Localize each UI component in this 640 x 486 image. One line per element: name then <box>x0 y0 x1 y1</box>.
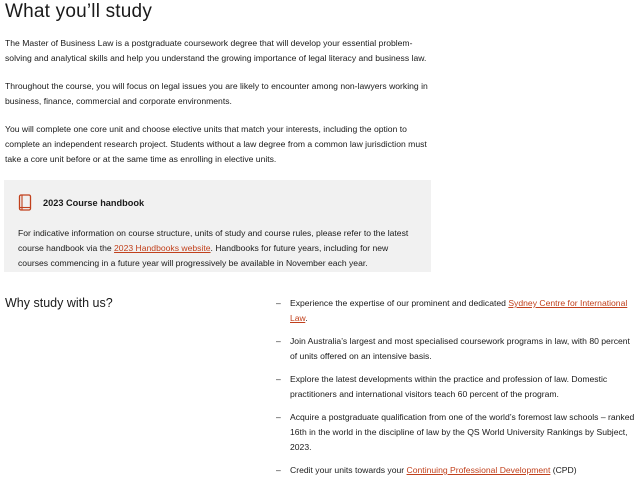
handbook-text <box>18 226 419 271</box>
dash-bullet: – <box>276 336 281 346</box>
course-handbook-callout <box>4 180 431 272</box>
list-item-text: Credit your units towards your <box>290 465 407 475</box>
intro-text <box>5 36 435 180</box>
intro-paragraph-2: Throughout the course, you will focus on legal issues you are likely to encounter among non-lawyers working in business, finance, commercial and corporate environments. <box>5 81 428 106</box>
intro-paragraph-3: You will complete one core unit and choose elective units that match your interests, including the option to complete an independent research project. Students without a law degree from a common law jurisdiction must take a core unit before or at the same time as enrolling in elective units. <box>5 124 427 164</box>
handbook-text-end: . Handbooks for future years, including for new courses commencing in a future year will progressively be available in November each year. <box>18 243 389 268</box>
dash-bullet: – <box>276 374 281 384</box>
list-item <box>276 296 636 326</box>
list-item <box>276 372 636 402</box>
why-study-title: Why study with us? <box>5 296 113 310</box>
handbooks-website-link[interactable]: 2023 Handbooks website <box>114 243 211 253</box>
dash-bullet: – <box>276 298 281 308</box>
handbook-header <box>18 193 419 213</box>
list-item-text: Acquire a postgraduate qualification from one of the world’s foremost law schools – ranked 16th in the world in the discipline of law by the QS World University Rankings by Subject, 2023. <box>290 412 635 452</box>
cpd-link[interactable]: Continuing Professional Development <box>406 465 551 475</box>
list-item-text-end: . <box>305 313 308 323</box>
book-icon <box>18 194 32 212</box>
dash-bullet: – <box>276 412 281 422</box>
list-item <box>276 410 636 455</box>
handbook-title: 2023 Course handbook <box>43 198 145 208</box>
list-item-text: Explore the latest developments within the practice and profession of law. Domestic practitioners and international visitors teach 60 percent of the program. <box>290 374 608 399</box>
list-item-text: Experience the expertise of our prominent and dedicated <box>290 298 509 308</box>
handbook-text-start: For indicative information on course structure, units of study and course rules, please refer to the latest course handbook via the <box>18 228 409 253</box>
list-item <box>276 463 636 478</box>
intro-paragraph-1: The Master of Business Law is a postgraduate coursework degree that will develop your essential problem-solving and analytical skills and help you understand the growing importance of legal literacy and business law. <box>5 38 427 63</box>
sydney-centre-link[interactable]: Sydney Centre for International Law <box>290 298 628 323</box>
page-title: What you’ll study <box>5 1 153 22</box>
list-item-text: Join Australia’s largest and most specialised coursework programs in law, with 80 percent of units offered on an intensive basis. <box>290 336 630 361</box>
benefits-list <box>276 296 636 486</box>
list-item <box>276 334 636 364</box>
dash-bullet: – <box>276 465 281 475</box>
list-item-text-end: (CPD) <box>550 465 577 475</box>
